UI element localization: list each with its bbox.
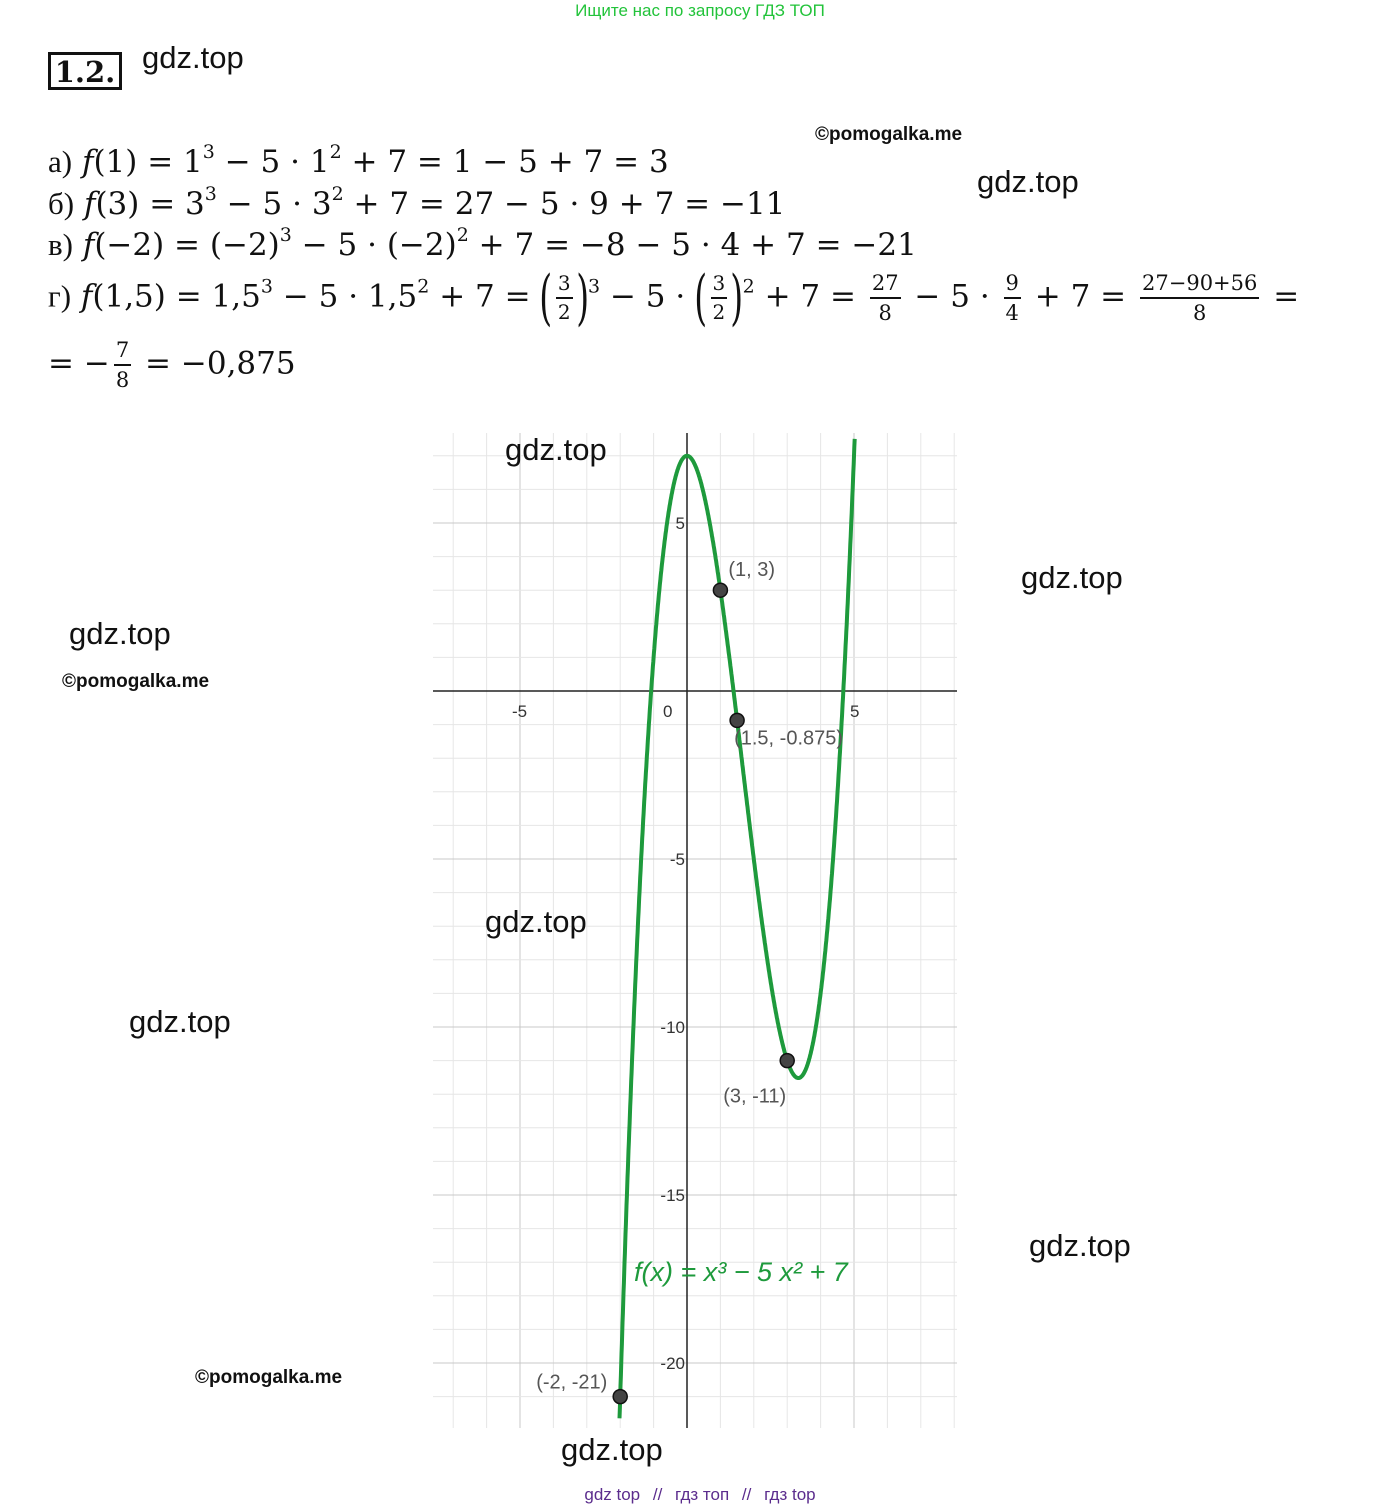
watermark: gdz.top bbox=[129, 1004, 231, 1039]
y-tick-label: -20 bbox=[660, 1354, 685, 1373]
y-tick-label: -10 bbox=[660, 1018, 685, 1037]
copyright-mark: ©pomogalka.me bbox=[195, 1367, 343, 1388]
point-label: (1.5, -0.875) bbox=[734, 727, 844, 750]
footer-links bbox=[0, 1485, 1400, 1505]
footer-separator: // bbox=[652, 1485, 663, 1504]
watermark: gdz.top bbox=[485, 904, 587, 939]
solution-b: б) $f(3) = 3^3 - 5 \cdot 3^2 + 7 = 27 - 5 \cdot 9 + 7 = -11$ bbox=[48, 183, 786, 222]
point-marker bbox=[730, 713, 744, 727]
search-banner[interactable]: Ищите нас по запросу ГДЗ ТОП bbox=[575, 1, 825, 20]
x-tick-label: 5 bbox=[850, 702, 860, 721]
footer-link[interactable]: гдз топ bbox=[675, 1485, 730, 1504]
watermark: gdz.top bbox=[977, 164, 1079, 199]
footer-link[interactable]: gdz top bbox=[584, 1485, 641, 1504]
y-tick-label: -5 bbox=[669, 850, 685, 869]
point-label: (3, -11) bbox=[723, 1085, 787, 1108]
function-label: f(x) = x³ − 5 x² + 7 bbox=[634, 1257, 848, 1287]
solution-label: г) bbox=[48, 278, 72, 314]
y-tick-label: 5 bbox=[675, 514, 685, 533]
point-label: (1, 3) bbox=[728, 559, 776, 582]
task-number: 1.2. bbox=[48, 52, 122, 90]
point-marker bbox=[613, 1390, 627, 1404]
watermark: gdz.top bbox=[505, 432, 607, 467]
watermark: gdz.top bbox=[561, 1432, 663, 1467]
solution-a: а) $f(1) = 1^3 - 5 \cdot 1^2 + 7 = 1 - 5 + 7 = 3$ bbox=[48, 141, 669, 180]
point-marker bbox=[713, 583, 727, 597]
solution-label: а) bbox=[48, 144, 73, 179]
point-marker bbox=[780, 1054, 794, 1068]
watermark: gdz.top bbox=[1021, 560, 1123, 595]
solution-label: б) bbox=[48, 186, 75, 221]
footer-link[interactable]: гдз top bbox=[764, 1485, 816, 1504]
solution-g-cont: = − $\frac{7}{8}$ = −0,875 bbox=[48, 338, 296, 393]
solution-label: в) bbox=[48, 227, 73, 262]
watermark: gdz.top bbox=[1029, 1228, 1131, 1263]
footer-separator: // bbox=[741, 1485, 752, 1504]
solution-g: г) $f(1,5) = 1,5^3 - 5 \cdot 1,5^2 + 7$ = ( $\frac{3}{2}$ )$^3$ − 5 · ( $\frac{3}{2}$ )$^2$ + 7 = $\frac{27}{8}$ − 5 · $\frac{9}{4}$ + 7 = $\frac{27-90+56}{8}$ = bbox=[48, 263, 1300, 333]
watermark: gdz.top bbox=[142, 40, 244, 75]
copyright-mark: ©pomogalka.me bbox=[815, 124, 963, 145]
x-tick-label: -5 bbox=[512, 702, 528, 721]
x-tick-label: 0 bbox=[663, 702, 673, 721]
copyright-mark: ©pomogalka.me bbox=[62, 671, 210, 692]
graph-tick-labels bbox=[512, 514, 859, 1373]
point-label: (-2, -21) bbox=[536, 1371, 608, 1394]
y-tick-label: -15 bbox=[660, 1186, 685, 1205]
solution-v: в) $f(-2) = (-2)^3 - 5 \cdot (-2)^2 + 7 = -8 - 5 \cdot 4 + 7 = -21$ bbox=[48, 224, 917, 263]
watermark: gdz.top bbox=[69, 616, 171, 651]
